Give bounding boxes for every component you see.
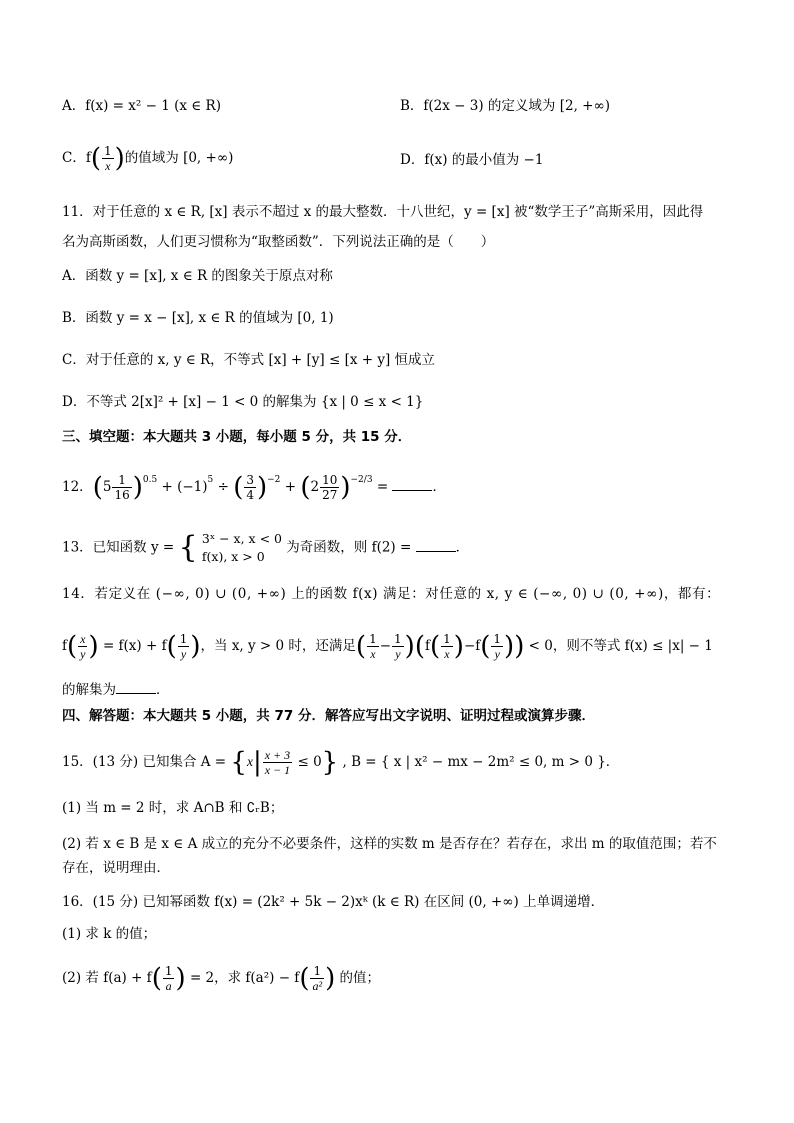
q16-stem: 16．(15 分) 已知幂函数 f(x) = (2k² + 5k − 2)xᵏ (k ∈ R) 在区间 (0, +∞) 上单调递增． [62,894,605,910]
q14-line2-a: = f(x) + f [102,638,167,654]
section-4-heading: 四、解答题：本大题共 5 小题，共 77 分．解答应写出文字说明、证明过程或演算步骤． [62,708,595,724]
q12-exp-b: −2 [267,475,281,485]
q12-label: 12． [62,479,93,495]
q10-option-d: D．f(x) 的最小值为 −1 [400,152,544,168]
q10-option-b: B．f(2x − 3) 的定义域为 [2, +∞) [400,98,610,114]
q15-part-2-line1: (2) 若 x ∈ B 是 x ∈ A 成立的充分不必要条件，这样的实数 m 是否存在？若存在，求出 m 的取值范围；若不 [62,836,717,852]
q16-part-2-b: = 2，求 f(a²) − f [189,970,300,986]
q12-exp-mid: 5 [207,475,214,485]
q13-label: 13．已知函数 y = [62,539,175,556]
q11-option-c: C．对于任意的 x, y ∈ R，不等式 [x] + [y] ≤ [x + y] 恒成立 [62,352,436,368]
q13-case-1: 3ˣ − x, x < 0 [201,531,282,546]
q15-line1-a: 15．(13 分) 已知集合 A = [62,754,227,770]
q13: 13．已知函数 y = { 3ˣ − x, x < 0 f(x), x > 0 为奇函数，则 f(2) = ． [62,530,470,565]
q12-answer-blank[interactable] [392,478,432,491]
q11-stem-line2: 名为高斯函数，人们更习惯称为“取整函数”．下列说法正确的是（ ） [62,234,495,250]
q14-line2: f( $\frac{x}{y}$ ) = f(x) + f( $\frac{1}{y}$ )，当 x, y > 0 时，还满足( $\frac{1}{x}$ − $\frac{1}{y}$ )(f( $\frac{1}{x}$ )−f( $\frac{1}{y}$ )) < 0，则不等式 f(x) ≤ |x| − 1 [62,631,713,662]
q15-part-1: (1) 当 m = 2 时，求 A∩B 和 ∁ᵣB； [62,800,284,816]
q10-option-a: A．f(x) = x² − 1 (x ∈ R) [62,98,221,114]
q16-part-2: (2) 若 f(a) + f( $\frac{1}{a}$ ) = 2，求 f(a²) − f( $\frac{1}{\text{a²}}$ ) 的值； [62,963,381,994]
q15-part-2-line2: 存在，说明理由． [62,860,170,876]
q12-mid: + (−1) [161,479,208,495]
q12-exp-c: −2/3 [350,475,373,485]
q11-option-a: A．函数 y = [x], x ∈ R 的图象关于原点对称 [62,268,333,284]
q13-answer-blank[interactable] [416,539,456,552]
q10-option-c-prefix: C．f [62,150,91,166]
q13-case-2: f(x), x > 0 [201,549,265,564]
q13-tail: 为奇函数，则 f(2) = [286,539,412,556]
q16-part-2-c: 的值； [339,970,381,986]
q12-exp-a: 0.5 [142,475,158,485]
q14-answer-blank[interactable] [116,681,156,694]
q14-line3: 的解集为 ． [62,682,170,698]
q12: 12．(5 $\frac{1}{16}$ )$^{0.5} + (-1)^5$ ÷ ( $\frac{3}{4}$ )$^{-2}$ + (2 $\frac{10}{27}$ )$^{-2/3}$ = ． [62,472,446,503]
q11-option-b: B．函数 y = x − [x], x ∈ R 的值域为 [0, 1) [62,310,334,326]
q14-line2-b: ，当 x, y > 0 时，还满足 [200,638,356,654]
section-3-heading: 三、填空题：本大题共 3 小题，每小题 5 分，共 15 分． [62,429,412,445]
q12-eq: = [376,479,389,495]
q10-option-c: C．f( $\frac{1}{x}$ )的值域为 [0, +∞) [62,143,234,174]
q15-line1: 15．(13 分) 已知集合 A = {x| $\frac{x + 3}{x - 1}$ ≤ 0} , B = { x | x² − mx − 2m² ≤ 0, m > 0 }． [62,747,620,778]
q14-line2-c: < 0，则不等式 f(x) ≤ |x| − 1 [528,638,713,654]
q15-line1-b: , B = { x | x² − mx − 2m² ≤ 0, m > 0 }． [342,754,620,770]
q11-option-d: D．不等式 2[x]² + [x] − 1 < 0 的解集为 {x | 0 ≤ x < 1} [62,394,424,410]
q16-part-1: (1) 求 k 的值； [62,926,157,942]
q14-line1: 14．若定义在 (−∞, 0) ∪ (0, +∞) 上的函数 f(x) 满足：对任意的 x, y ∈ (−∞, 0) ∪ (0, +∞)，都有： [62,586,721,602]
q16-part-2-a: (2) 若 f(a) + f [62,970,152,986]
q12-div: ÷ [217,479,229,495]
q10-option-c-suffix: 的值域为 [0, +∞) [124,150,234,166]
q11-stem-line1: 11．对于任意的 x ∈ R, [x] 表示不超过 x 的最大整数．十八世纪，y = [x] 被“数学王子”高斯采用，因此得 [62,204,704,220]
